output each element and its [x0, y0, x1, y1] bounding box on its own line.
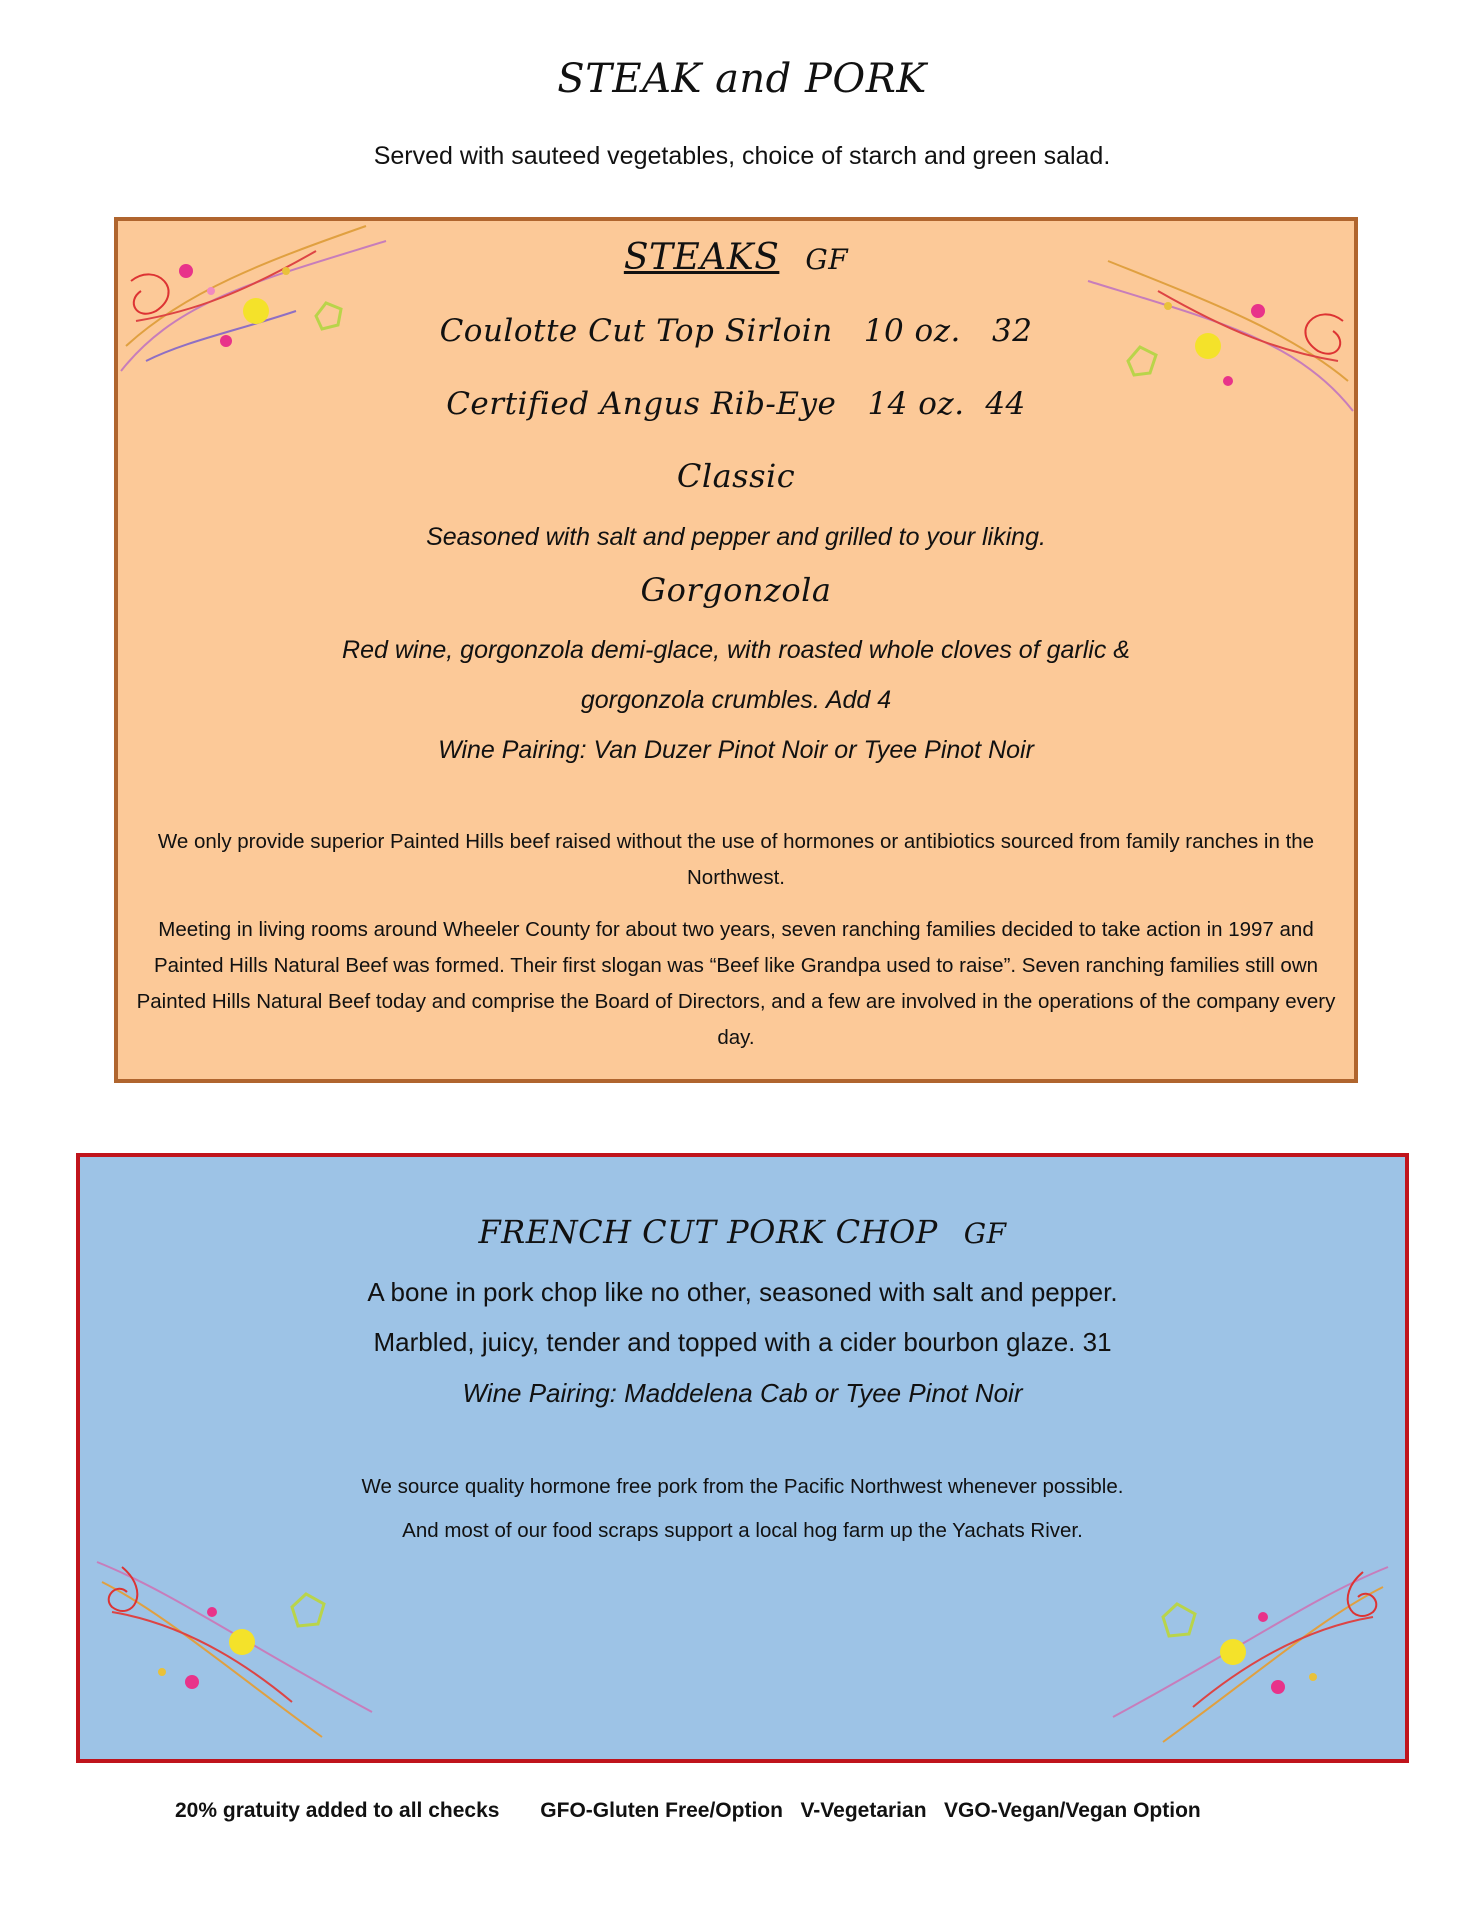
beef-sourcing-note: We only provide superior Painted Hills beef raised without the use of hormones or antibiotics sourced from family ranches in the Northwest. [157, 830, 1315, 889]
steak-item-name: Coulotte Cut Top Sirloin [439, 313, 833, 349]
steak-item [118, 313, 1354, 349]
pork-wine-pairing: Wine Pairing: Maddelena Cab or Tyee Pinot Noir [462, 1378, 1023, 1408]
menu-footer [175, 1799, 1201, 1823]
pork-section [76, 1153, 1409, 1763]
gorgonzola-description-line1: Red wine, gorgonzola demi-glace, with roasted whole cloves of garlic & [342, 636, 1130, 664]
steak-item-size: 10 oz. [863, 313, 961, 349]
floral-flourish-icon [1103, 1557, 1393, 1747]
steaks-wine-pairing: Wine Pairing: Van Duzer Pinot Noir or Tyee Pinot Noir [438, 736, 1034, 764]
gratuity-note: 20% gratuity added to all checks [175, 1799, 500, 1822]
dietary-legend: GFO-Gluten Free/Option V-Vegetarian VGO-Vegan/Vegan Option [540, 1799, 1201, 1822]
floral-flourish-icon [92, 1552, 382, 1742]
steak-item-size: 14 oz. [867, 386, 965, 422]
steak-item [118, 386, 1354, 422]
gorgonzola-style-name: Gorgonzola [640, 571, 832, 609]
gf-tag: GF [963, 1217, 1007, 1250]
steak-item-price: 44 [985, 386, 1026, 422]
classic-style-name: Classic [676, 457, 796, 495]
pork-heading-label: FRENCH CUT PORK CHOP [478, 1213, 938, 1251]
pork-sourcing-line2: And most of our food scraps support a local hog farm up the Yachats River. [402, 1519, 1083, 1542]
steaks-heading-label: STEAKS [623, 237, 780, 278]
steaks-heading [118, 237, 1354, 278]
pork-heading [80, 1213, 1405, 1251]
gf-tag: GF [805, 243, 849, 276]
pork-sourcing-line1: We source quality hormone free pork from the Pacific Northwest whenever possible. [361, 1475, 1124, 1498]
steaks-section [114, 217, 1358, 1083]
painted-hills-history: Meeting in living rooms around Wheeler County for about two years, seven ranching families decided to take action in 1997 and Painted Hills Natural Beef was formed. Their first slogan was “Beef like Grandpa used to raise”. Seven ranching families still own Painted Hills Natural Beef today and comprise the Board of Directors, and a few are involved in the operations of the company every day. [136, 918, 1336, 1049]
pork-description-line2: Marbled, juicy, tender and topped with a cider bourbon glaze. 31 [373, 1327, 1112, 1357]
steak-item-price: 32 [991, 313, 1033, 349]
gorgonzola-description-line2: gorgonzola crumbles. Add 4 [580, 686, 892, 714]
classic-description: Seasoned with salt and pepper and grilled to your liking. [426, 523, 1046, 551]
steak-item-name: Certified Angus Rib-Eye [446, 386, 837, 422]
page-title: STEAK and PORK [557, 56, 927, 102]
page-subtitle: Served with sauteed vegetables, choice of starch and green salad. [373, 142, 1111, 170]
pork-description-line1: A bone in pork chop like no other, seasoned with salt and pepper. [367, 1277, 1118, 1307]
